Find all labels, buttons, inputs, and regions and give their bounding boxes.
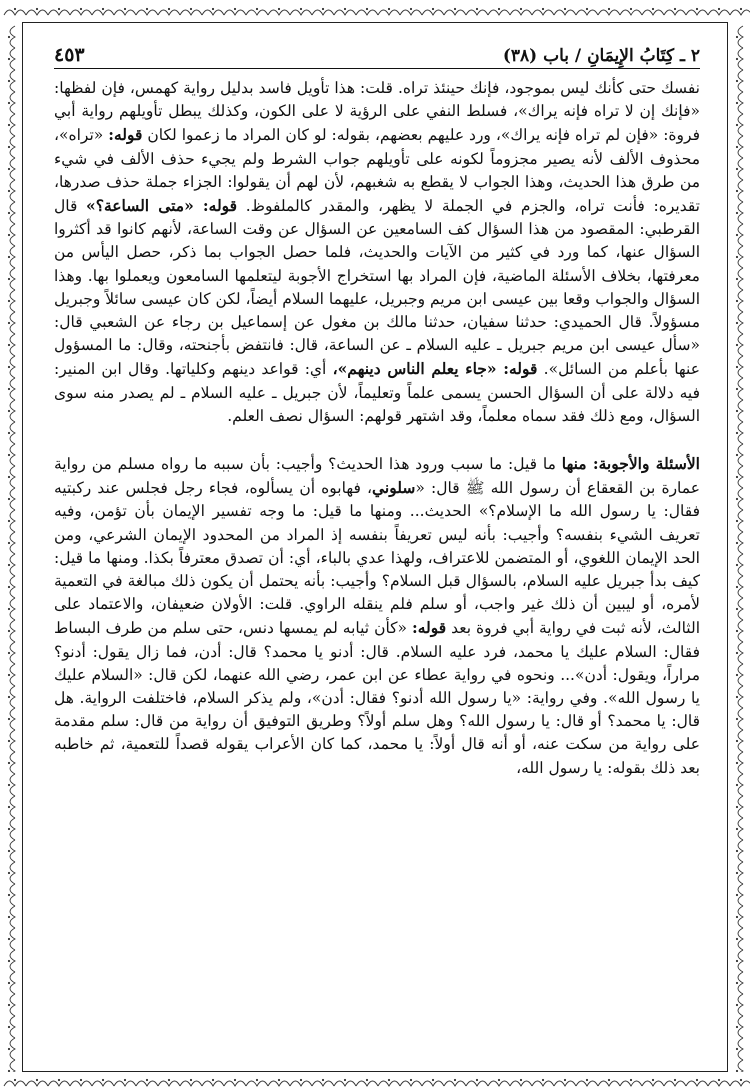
text-run: ما قيل: ما سبب ورود هذا الحديث؟ وأجيب: بأن سببه ما رواه مسلم من رواية عمارة بن القعقاع أن رسول الله ﷺ قال: « xyxy=(54,455,700,498)
paragraph-2 xyxy=(54,452,700,780)
text-run: ، فهابوه أن يسألوه، فجاء رجل فجلس عند ركبتيه فقال: يا رسول الله ما الإسلام؟» الحديث... ومنها ما قيل: ما وجه تفسير الإيمان بأن تؤمن، وفيه تعريف الشيء بنفسه؟ وأجيب: بأنه ليس تعريفاً بنفسه إذ المراد من المحدود الإيمان الشرعي، ومن الحد الإيمان اللغوي، أو المتضمن للاعتراف، ولهذا عدي بالباء، أي: أن تصدق معترفاً بكذا. ومنها ما قيل: كيف بدأ جبريل عليه السلام، بالسؤال قبل السلام؟ وأجيب: بأنه يحتمل أن يكون ذلك مبالغة في التعمية لأمره، أو ليبين أن ذلك غير واجب، أو سلم فلم ينقله الراوي. قلت: الأولان ضعيفان، والاعتماد على الثالث، لأنه ثبت في رواية أبي فروة بعد xyxy=(54,479,701,638)
bold-lemma: قوله: xyxy=(108,125,143,145)
bold-lemma: قوله: xyxy=(411,618,447,638)
main-text xyxy=(54,77,700,780)
text-run: نفسك حتى كأنك ليس بموجود، فإنك حينئذ تراه. قلت: هذا تأويل فاسد بدليل رواية كهمس، فإن لفظها: «فإنك إن لا تراه فإنه يراك»، فسلط النفي على الرؤية لا على الكون، وكذلك يبطل تأويلهم رواية أبي فروة: «فإن لم تراه فإنه يراك»، ورد عليهم بعضهم، بقوله: لو كان المراد ما زعموا لكان xyxy=(54,79,700,145)
bold-lemma: سلوني xyxy=(372,478,416,498)
page-border-bottom xyxy=(0,1071,750,1092)
text-run: «تراه»، محذوف الألف لأنه يصير مجزوماً لكونه على تأويلهم جواب الشرط ولم يجيء حذف الألف في شيء من طرق هذا الحديث، وهذا الجواب لا يقطع به شغبهم، لأن لهم أن يقولوا: الجزاء جملة حذف صدرها، تقديره: فأنت تراه، والجزم في الجملة لا يظهر، والمقدر كالملفوظ. xyxy=(54,126,700,216)
page-border-top xyxy=(0,0,750,23)
section-heading: الأسئلة والأجوبة: منها xyxy=(561,454,700,474)
bold-lemma: قوله: «جاء يعلم الناس دينهم»، xyxy=(332,359,538,379)
text-run: أي: قواعد دينهم وكلياتها. وقال ابن المنير: فيه دلالة على أن السؤال الحسن يسمى علماً وتعليماً، لأن جبريل ـ عليه السلام ـ لم يصدر منه سوى السؤال، ومع ذلك فقد سماه معلماً، وقد اشتهر قولهم: السؤال نصف العلم. xyxy=(54,360,700,425)
page-number: ٤٥٣ xyxy=(54,44,85,66)
page-header xyxy=(54,40,700,69)
page-border-left xyxy=(0,22,23,1072)
page-border-right xyxy=(727,22,750,1072)
paragraph-1 xyxy=(54,77,700,428)
page-content xyxy=(54,40,700,780)
bold-lemma: قوله: «متى الساعة؟» xyxy=(86,196,238,216)
text-run: «كأن ثيابه لم يمسها دنس، حتى سلم من طرف البساط فقال: السلام عليك يا محمد، فرد عليه السلام. قال: أدنو يا محمد؟ قال: أدن، فما زال يقول: أدنو؟ مراراً، ويقول: أدن»... ونحوه في رواية عطاء عن ابن عمر، رضي الله عنهما، لكن قال: «السلام عليك يا رسول الله». وفي رواية: «يا رسول الله أدنو؟ فقال: أدن»، ولم يذكر السلام، فاختلفت الرواية. هل قال: يا محمد؟ أو قال: يا رسول الله؟ وهل سلم أولاً؟ وطريق التوفيق أن رواية من قال: سلم مقدمة على رواية من سكت عنه، أو أنه قال أولاً: يا محمد، كما كان الأعراب يقوله قصداً للتعمية، ثم خاطبه بعد ذلك بقوله: يا رسول الله، xyxy=(54,619,700,777)
running-title: ٢ ـ كِتَابُ الإِيمَانِ / باب (٣٨) xyxy=(502,46,700,66)
text-run: قال القرطبي: المقصود من هذا السؤال كف السامعين عن السؤال عن وقت الساعة، لأنهم كانوا قد أكثروا السؤال عنها، كما ورد في كثير من الآيات والحديث، فلما حصل الجواب بما ذكر، حصل اليأس من معرفتها، بخلاف الأسئلة الماضية، فإن المراد بها استخراج الأجوبة ليتعلمها السامعون ويعملوا بها. وهذا السؤال والجواب وقعا بين عيسى ابن مريم وجبريل، عليهما السلام أيضاً، لكن كان عيسى سائلاً وجبريل مسؤولاً. قال الحميدي: حدثنا سفيان، حدثنا مالك بن مغول عن إسماعيل بن رجاء عن الشعبي قال: «سأل عيسى ابن مريم جبريل ـ عليه السلام ـ عن الساعة، قال: فانتفض بأجنحته، وقال: ما المسؤول عنها بأعلم من السائل». xyxy=(54,197,700,379)
